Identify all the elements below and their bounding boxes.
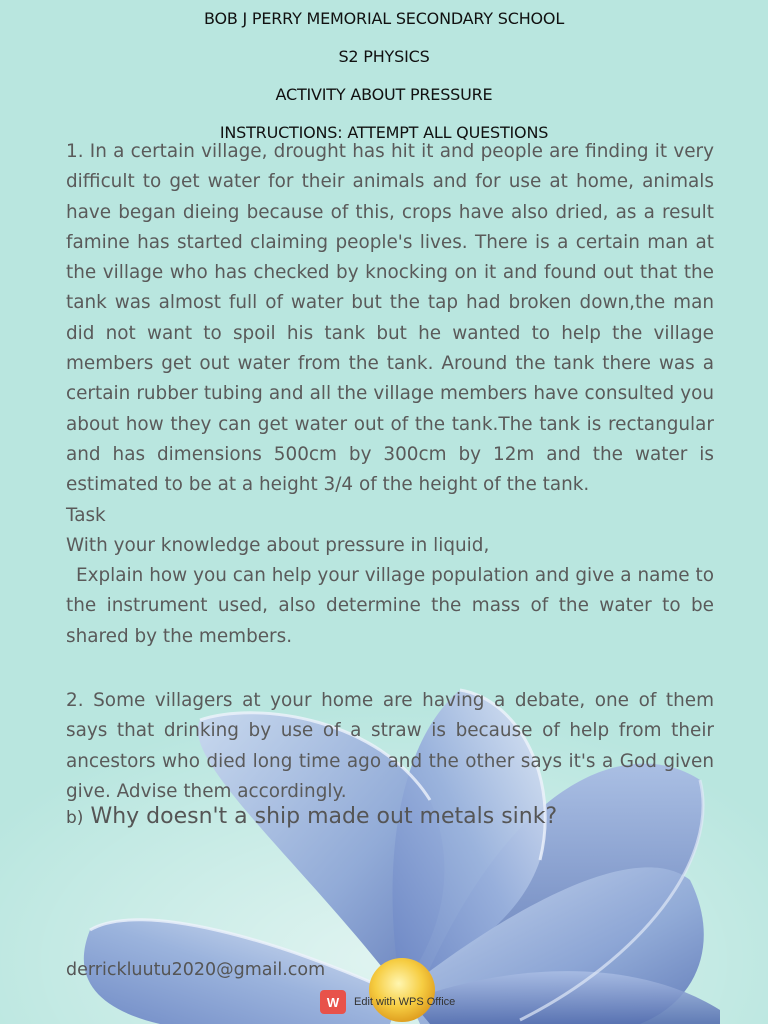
question-1-text: 1. In a certain village, drought has hit it and people are finding it very difficult to get water for their animals and for use at home, animals have began dieing because of this, crops have also dried, as a result famine has started claiming people's lives. There is a certain man at the village who has checked by knocking on it and found out that the tank was almost full of water but the tap had broken down,the man did not want to spoil his tank but he wanted to help the village members get out water from the tank. Around the tank there was a certain rubber tubing and all the village members have consulted you about how they can get water out of the tank.The tank is rectangular and has dimensions 500cm by 300cm by 12m and the water is estimated to be at a height 3/4 of the height of the tank. bbox=[66, 141, 714, 496]
wps-edit-link[interactable] bbox=[320, 990, 455, 1014]
activity-title: ACTIVITY ABOUT PRESSURE bbox=[275, 85, 493, 104]
task-intro: With your knowledge about pressure in liquid, bbox=[66, 534, 490, 556]
task-body: Explain how you can help your village population and give a name to the instrument used, also determine the mass of the water to be shared by the members. bbox=[66, 565, 714, 647]
question-b bbox=[66, 804, 557, 829]
wps-label: Edit with WPS Office bbox=[354, 996, 456, 1008]
question-b-prefix: b) bbox=[66, 808, 84, 828]
instructions: INSTRUCTIONS: ATTEMPT ALL QUESTIONS bbox=[219, 123, 549, 142]
question-2-text: 2. Some villagers at your home are having a debate, one of them says that drinking by use of a straw is because of help from their ancestors who died long time ago and the other says it's a God given give. Advise them accordingly. bbox=[66, 690, 714, 802]
class-title: S2 PHYSICS bbox=[338, 47, 430, 66]
question-1 bbox=[66, 137, 714, 652]
school-name: BOB J PERRY MEMORIAL SECONDARY SCHOOL bbox=[203, 9, 565, 28]
task-label: Task bbox=[66, 504, 106, 526]
author-email: derrickluutu2020@gmail.com bbox=[66, 960, 326, 980]
wps-logo-icon: W bbox=[320, 990, 346, 1014]
question-b-text: Why doesn't a ship made out metals sink? bbox=[90, 804, 558, 829]
